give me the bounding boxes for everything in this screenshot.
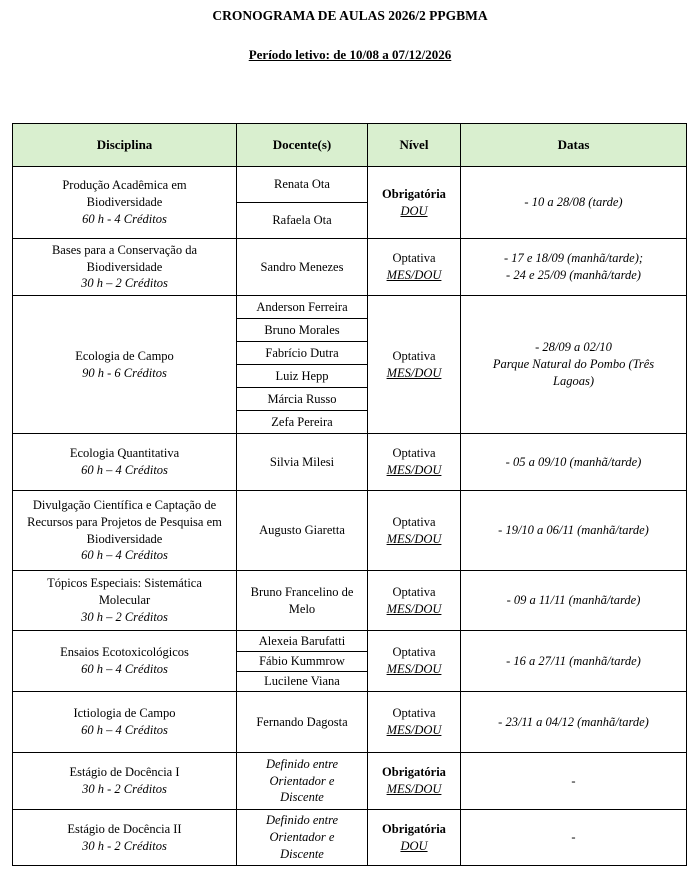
level-name: Obrigatória: [382, 765, 446, 780]
table-row: [13, 753, 687, 810]
level-cell: [368, 491, 461, 571]
level-cell: [368, 631, 461, 692]
academic-period: [0, 47, 700, 63]
discipline-cell: [13, 810, 237, 866]
discipline-credits: 60 h – 4 Créditos: [81, 723, 168, 737]
level-cell: [368, 571, 461, 631]
table-row: [13, 631, 687, 652]
table-row: [13, 434, 687, 491]
discipline-name: Ecologia Quantitativa: [69, 446, 180, 461]
level-name: Optativa: [392, 348, 436, 363]
dates-cell: [461, 296, 687, 434]
discipline-cell: [13, 631, 237, 692]
level-code: MES/DOU: [386, 531, 442, 546]
level-code: MES/DOU: [386, 723, 442, 737]
table-row: [13, 491, 687, 571]
professor-cell: Fabrício Dutra: [237, 342, 368, 365]
professor-cell: Zefa Pereira: [237, 411, 368, 434]
date-line: - 19/10 a 06/11 (manhã/tarde): [498, 523, 649, 538]
level-cell: [368, 810, 461, 866]
professor-cell: Anderson Ferreira: [237, 296, 368, 319]
level-name: Optativa: [392, 706, 436, 721]
discipline-name: Produção Acadêmica em Biodiversidade: [62, 178, 187, 210]
level-name: Obrigatória: [382, 186, 446, 201]
professor-cell: Bruno Francelino de Melo: [237, 571, 368, 631]
professor-cell: Sandro Menezes: [237, 239, 368, 296]
discipline-credits: 30 h - 2 Créditos: [82, 838, 167, 853]
professor-cell: Lucilene Viana: [237, 672, 368, 692]
date-line: - 16 a 27/11 (manhã/tarde): [506, 653, 641, 668]
dates-cell: [461, 571, 687, 631]
date-line: -: [571, 830, 576, 845]
professor-cell: Márcia Russo: [237, 388, 368, 411]
date-line: - 09 a 11/11 (manhã/tarde): [506, 593, 641, 608]
discipline-name: Estágio de Docência I: [69, 765, 180, 780]
discipline-cell: [13, 434, 237, 491]
discipline-credits: 30 h – 2 Créditos: [81, 609, 168, 624]
level-cell: [368, 167, 461, 239]
level-cell: [368, 434, 461, 491]
level-code: MES/DOU: [386, 463, 442, 477]
professor-cell: Alexeia Barufatti: [237, 631, 368, 652]
discipline-cell: [13, 296, 237, 434]
level-cell: [368, 296, 461, 434]
discipline-credits: 60 h - 4 Créditos: [82, 211, 167, 226]
dates-cell: [461, 491, 687, 571]
professor-cell: Renata Ota: [237, 167, 368, 203]
dates-cell: [461, 434, 687, 491]
discipline-cell: [13, 571, 237, 631]
header-discipline: Disciplina: [13, 124, 237, 167]
level-code: MES/DOU: [386, 268, 442, 282]
schedule-table: [12, 123, 687, 866]
discipline-name: Ecologia de Campo: [75, 348, 174, 363]
date-line: - 28/09 a 02/10: [535, 340, 612, 355]
table-row: [13, 810, 687, 866]
level-name: Optativa: [392, 446, 436, 461]
level-name: Obrigatória: [382, 821, 446, 836]
date-line: - 05 a 09/10 (manhã/tarde): [505, 454, 642, 469]
dates-cell: [461, 692, 687, 753]
professor-cell: Rafaela Ota: [237, 203, 368, 239]
level-code: DOU: [400, 203, 428, 218]
professor-cell: Augusto Giaretta: [237, 491, 368, 571]
level-name: Optativa: [392, 251, 436, 266]
level-name: Optativa: [392, 584, 436, 599]
discipline-credits: 90 h - 6 Créditos: [82, 365, 167, 380]
document-title: CRONOGRAMA DE AULAS 2026/2 PPGBMA: [212, 8, 488, 23]
table-row: [13, 167, 687, 203]
discipline-name: Divulgação Científica e Captação de Recursos para Projetos de Pesquisa em Biodiversidade: [27, 497, 222, 546]
level-name: Optativa: [392, 514, 436, 529]
discipline-cell: [13, 692, 237, 753]
discipline-credits: 30 h - 2 Créditos: [82, 782, 167, 796]
discipline-cell: [13, 753, 237, 810]
date-line: - 17 e 18/09 (manhã/tarde);: [503, 251, 644, 266]
dates-cell: [461, 631, 687, 692]
dates-cell: [461, 753, 687, 810]
professor-cell: Definido entre Orientador e Discente: [237, 753, 368, 810]
discipline-name: Ensaios Ecotoxicológicos: [60, 645, 189, 660]
level-name: Optativa: [392, 645, 436, 660]
date-line: -: [571, 773, 576, 788]
academic-period-text: Período letivo: de 10/08 a 07/12/2026: [248, 47, 452, 62]
level-cell: [368, 692, 461, 753]
discipline-credits: 60 h – 4 Créditos: [81, 548, 168, 563]
date-line: - 10 a 28/08 (tarde): [524, 195, 623, 210]
table-row: [13, 239, 687, 296]
dates-cell: [461, 810, 687, 866]
date-line: - 23/11 a 04/12 (manhã/tarde): [498, 714, 649, 729]
level-code: MES/DOU: [386, 782, 442, 796]
level-cell: [368, 239, 461, 296]
date-line: - 24 e 25/09 (manhã/tarde): [506, 268, 641, 282]
dates-cell: [461, 239, 687, 296]
professor-cell: Fábio Kummrow: [237, 652, 368, 672]
discipline-name: Estágio de Docência II: [67, 821, 182, 836]
discipline-name: Tópicos Especiais: Sistemática Molecular: [47, 576, 202, 608]
discipline-cell: [13, 491, 237, 571]
table-row: [13, 692, 687, 753]
level-code: DOU: [400, 838, 428, 853]
header-professors: Docente(s): [237, 124, 368, 167]
level-code: MES/DOU: [386, 365, 442, 380]
level-cell: [368, 753, 461, 810]
discipline-cell: [13, 239, 237, 296]
discipline-cell: [13, 167, 237, 239]
discipline-name: Bases para a Conservação da Biodiversidade: [51, 242, 198, 274]
discipline-credits: 60 h – 4 Créditos: [81, 662, 168, 676]
table-header-row: [13, 124, 687, 167]
dates-cell: [461, 167, 687, 239]
table-row: [13, 296, 687, 319]
level-code: MES/DOU: [386, 601, 442, 616]
date-line: Parque Natural do Pombo (Três Lagoas): [492, 357, 655, 388]
professor-cell: Fernando Dagosta: [237, 692, 368, 753]
discipline-credits: 30 h – 2 Créditos: [81, 276, 168, 291]
professor-cell: Definido entre Orientador e Discente: [237, 810, 368, 866]
professor-cell: Silvia Milesi: [237, 434, 368, 491]
level-code: MES/DOU: [386, 662, 442, 676]
table-row: [13, 571, 687, 631]
header-level: Nível: [368, 124, 461, 167]
header-dates: Datas: [461, 124, 687, 167]
discipline-name: Ictiologia de Campo: [73, 706, 176, 721]
professor-cell: Luiz Hepp: [237, 365, 368, 388]
discipline-credits: 60 h – 4 Créditos: [81, 463, 168, 477]
professor-cell: Bruno Morales: [237, 319, 368, 342]
